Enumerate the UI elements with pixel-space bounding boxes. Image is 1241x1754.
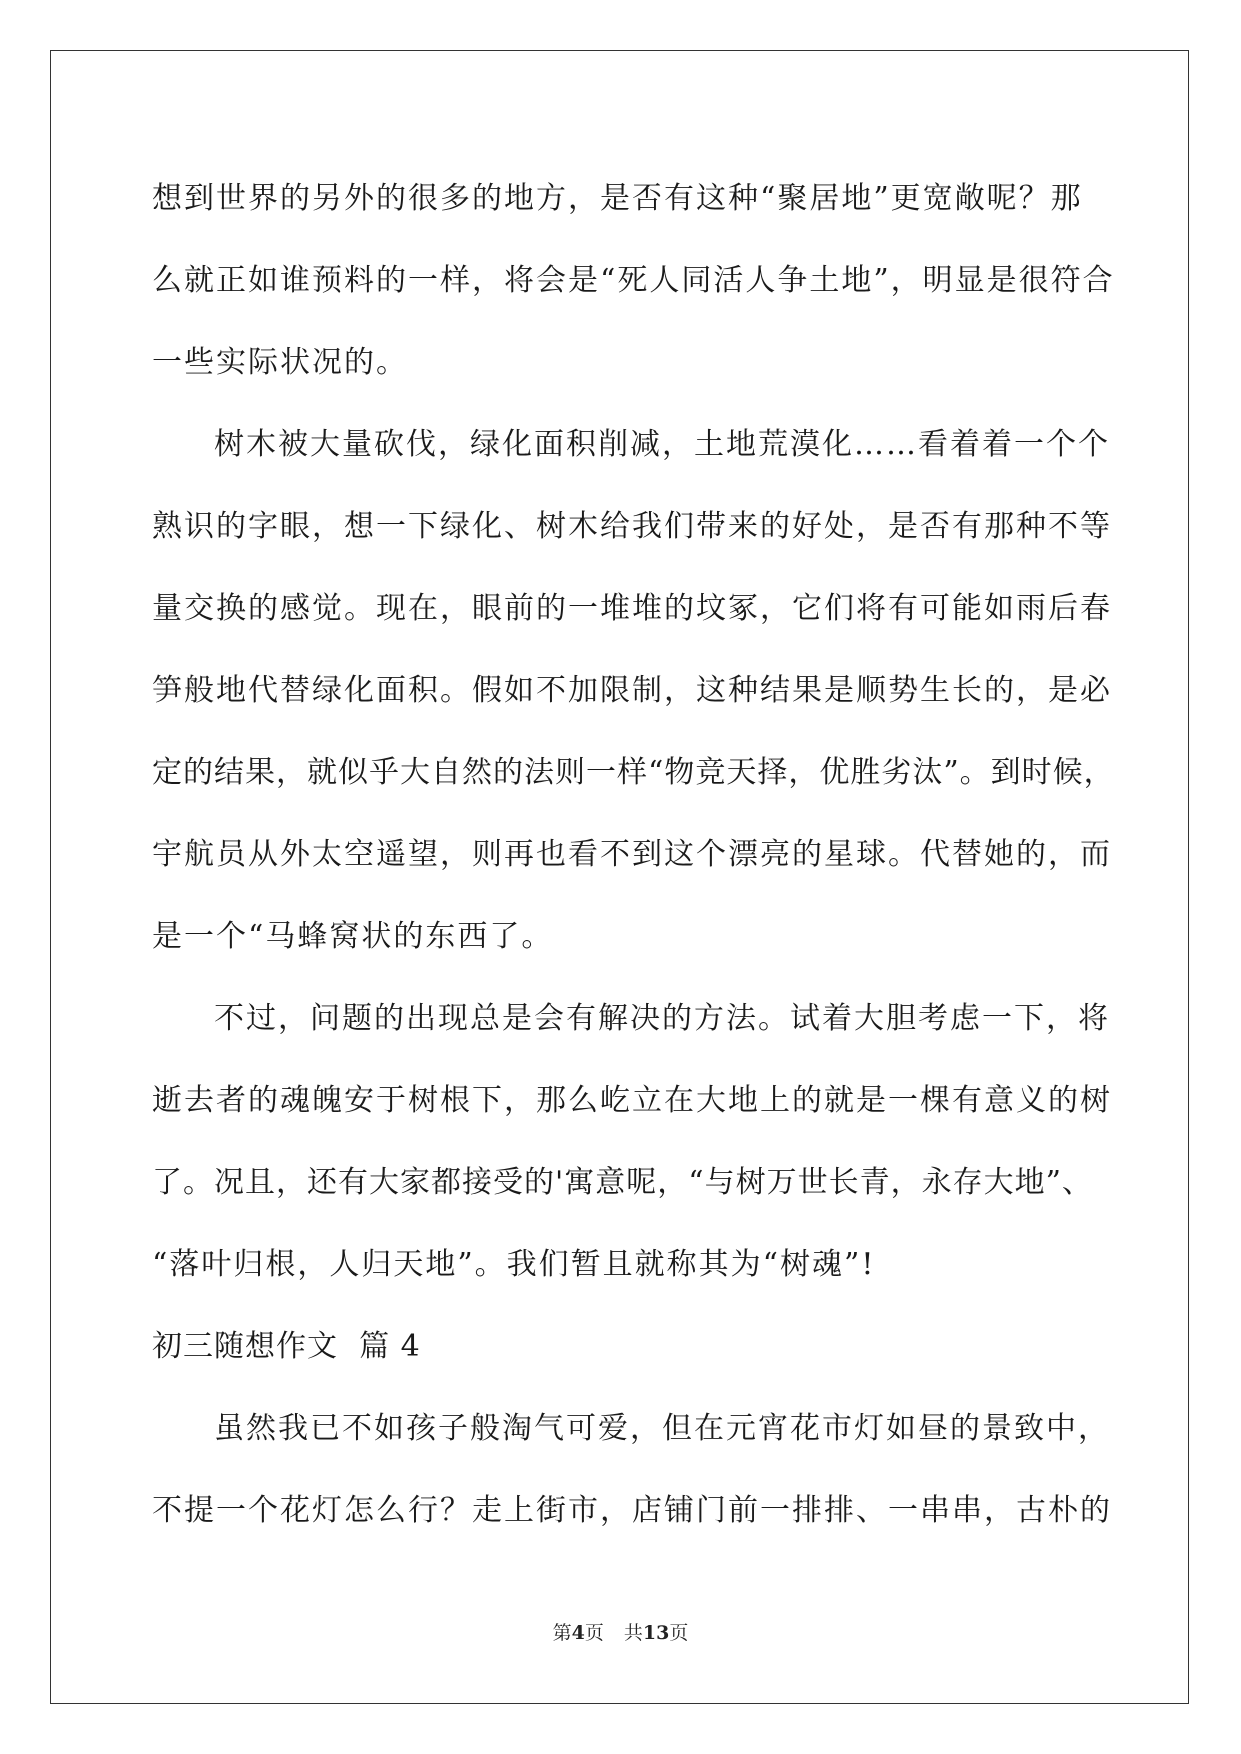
- text-line: 一些实际状况的。: [152, 345, 408, 380]
- footer-total-unit: 页: [669, 1622, 689, 1644]
- text-line: 宇航员从外太空遥望，则再也看不到这个漂亮的星球。代替她的，而: [152, 837, 1112, 872]
- paragraph-start-line: 不过，问题的出现总是会有解决的方法。试着大胆考虑一下，将: [214, 1001, 1110, 1036]
- text-line: 么就正如谁预料的一样，将会是“死人同活人争土地”，明显是很符合: [152, 263, 1115, 298]
- text-line: 熟识的字眼，想一下绿化、树木给我们带来的好处，是否有那种不等: [152, 509, 1112, 544]
- footer-page-unit: 页: [584, 1622, 604, 1644]
- page-footer: [0, 1618, 1241, 1645]
- footer-prefix: 第: [552, 1622, 572, 1644]
- text-line: 定的结果，就似乎大自然的法则一样“物竞天择，优胜劣汰”。到时候，: [152, 755, 1115, 790]
- current-page-number: 4: [571, 1622, 585, 1644]
- paragraph-start-line: 虽然我已不如孩子般淘气可爱，但在元宵花市灯如昼的景致中，: [214, 1411, 1110, 1446]
- paragraph-start-line: 树木被大量砍伐，绿化面积削减，土地荒漠化……看着着一个个: [214, 427, 1110, 462]
- text-line: 不提一个花灯怎么行？走上街市，店铺门前一排排、一串串，古朴的: [152, 1493, 1112, 1528]
- text-line: 笋般地代替绿化面积。假如不加限制，这种结果是顺势生长的，是必: [152, 673, 1112, 708]
- text-line: 量交换的感觉。现在，眼前的一堆堆的坟冢，它们将有可能如雨后春: [152, 591, 1112, 626]
- footer-total-prefix: 共: [623, 1622, 643, 1644]
- text-line: 逝去者的魂魄安于树根下，那么屹立在大地上的就是一棵有意义的树: [152, 1083, 1112, 1118]
- text-line: “落叶归根，人归天地”。我们暂且就称其为“树魂”!: [152, 1247, 876, 1282]
- document-body: [152, 158, 1115, 1552]
- total-page-number: 13: [642, 1622, 670, 1644]
- text-line: 是一个“马蜂窝状的东西了。: [152, 919, 554, 954]
- text-line: 了。况且，还有大家都接受的'寓意呢，“与树万世长青，永存大地”、: [152, 1165, 1093, 1200]
- text-line: 想到世界的另外的很多的地方，是否有这种“聚居地”更宽敞呢？那: [152, 181, 1083, 216]
- section-heading: 初三随想作文 篇 4: [152, 1329, 421, 1364]
